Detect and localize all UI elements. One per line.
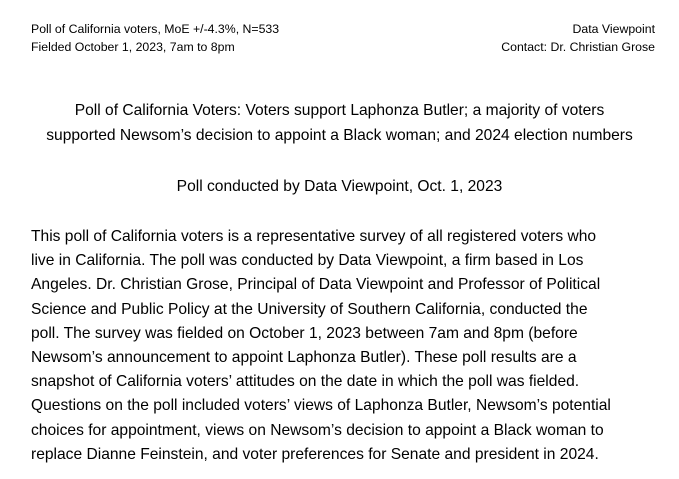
body-line: Angeles. Dr. Christian Grose, Principal of Data Viewpoint and Professor of Political — [31, 276, 601, 294]
header-fielded-date: Fielded October 1, 2023, 7am to 8pm — [31, 40, 235, 54]
body-line: snapshot of California voters’ attitudes on the date in which the poll was fielded. — [31, 373, 580, 391]
body-paragraph — [31, 225, 671, 467]
header-contact: Contact: Dr. Christian Grose — [501, 40, 655, 54]
header-organization-info — [501, 20, 655, 56]
body-line: Questions on the poll included voters’ views of Laphonza Butler, Newsom’s potential — [31, 397, 611, 415]
body-line: choices for appointment, views on Newsom’s decision to appoint a Black woman to — [31, 421, 604, 439]
body-line: This poll of California voters is a representative survey of all registered voters who — [31, 228, 597, 245]
title-line-1: Poll of California Voters: Voters support Laphonza Butler; a majority of voters — [74, 102, 605, 119]
body-line: replace Dianne Feinstein, and voter preferences for Senate and president in 2024. — [31, 445, 599, 463]
document-title — [20, 98, 659, 148]
document-subtitle: Poll conducted by Data Viewpoint, Oct. 1, 2023 — [176, 178, 503, 195]
header-poll-info — [31, 20, 279, 56]
body-line: live in California. The poll was conducted by Data Viewpoint, a firm based in Los — [31, 252, 584, 270]
header-poll-description: Poll of California voters, MoE +/-4.3%, N=533 — [31, 22, 280, 36]
title-line-2: supported Newsom’s decision to appoint a Black woman; and 2024 election numbers — [46, 127, 633, 144]
body-line: Newsom’s announcement to appoint Laphonza Butler). These poll results are a — [31, 349, 577, 367]
header-organization-name: Data Viewpoint — [572, 22, 655, 36]
body-line: Science and Public Policy at the University of Southern California, conducted the — [31, 300, 588, 318]
body-line: poll. The survey was fielded on October 1, 2023 between 7am and 8pm (before — [31, 324, 578, 342]
